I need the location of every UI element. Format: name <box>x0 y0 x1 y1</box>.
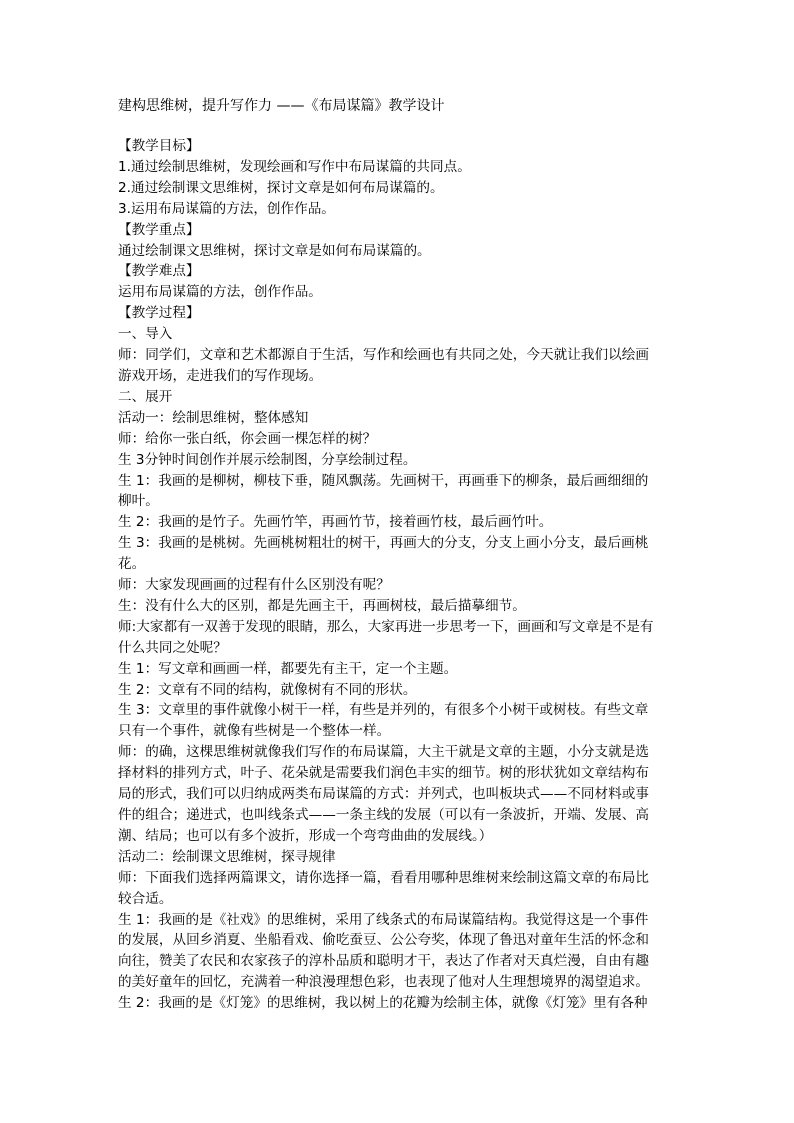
objective-2: 2.通过绘制课文思维树，探讨文章是如何布局谋篇的。 <box>118 179 444 196</box>
paragraph-teacher-explain <box>118 742 678 847</box>
paragraph-student1-willow <box>118 471 678 513</box>
paragraph-line: 潮、结局；也可以有多个波折，形成一个弯弯曲曲的发展线。） <box>118 827 493 844</box>
paragraph-line: 只有一个事件，就像有些树是一个整体一样。 <box>118 723 391 740</box>
paragraph-line: 什么共同之处呢？ <box>118 639 227 656</box>
student-answer: 生：没有什么大的区别，都是先画主干，再画树枝，最后描摹细节。 <box>118 597 526 614</box>
teacher-question-2: 师：大家发现画画的过程有什么区别没有呢？ <box>118 577 390 594</box>
document-page <box>118 96 678 1014</box>
paragraph-student1-shexi <box>118 910 678 994</box>
activity-1-title: 活动一：绘制思维树，整体感知 <box>118 409 309 426</box>
paragraph-teacher-question-3 <box>118 617 678 659</box>
paragraph-line: 择材料的排列方式，叶子、花朵就是需要我们润色丰实的细节。树的形状犹如文章结构布 <box>118 765 649 782</box>
paragraph-line: 师：同学们，文章和艺术都源自于生活，写作和绘画也有共同之处，今天就让我们以绘画 <box>118 347 649 364</box>
student2-bamboo: 生 2：我画的是竹子。先画竹竿，再画竹节，接着画竹枝，最后画竹叶。 <box>118 514 553 531</box>
paragraph-student3-events <box>118 700 678 742</box>
paragraph-line: 生 3：我画的是桃树。先画桃树粗壮的树干，再画大的分支，分支上画小分支，最后画桃 <box>118 535 649 552</box>
paragraph-line: 的美好童年的回忆，充满着一种浪漫理想色彩，也表现了他对人生理想境界的渴望追求。 <box>118 974 649 991</box>
heading-key-points: 【教学重点】 <box>118 221 200 238</box>
difficulty-text: 运用布局谋篇的方法，创作作品。 <box>118 284 322 301</box>
activity-2-title: 活动二：绘制课文思维树，探寻规律 <box>118 848 336 865</box>
paragraph-line: 的发展，从回乡消夏、坐船看戏、偷吃蚕豆、公公夸奖，体现了鲁迅对童年生活的怀念和 <box>118 932 649 949</box>
objective-1: 1.通过绘制思维树，发现绘画和写作中布局谋篇的共同点。 <box>118 158 471 175</box>
paragraph-line: 生 3：文章里的事件就像小树干一样，有些是并列的，有很多个小树干或树枝。有些文章 <box>118 702 649 719</box>
section-part2: 二、展开 <box>118 388 173 405</box>
paragraph-line: 局的形式，我们可以归纳成两类布局谋篇的方式：并列式，也叫板块式——不同材料或事 <box>118 786 649 803</box>
paragraph-line: 花。 <box>118 556 146 573</box>
paragraph-line: 较合适。 <box>118 890 173 907</box>
paragraph-line: 向往，赞美了农民和农家孩子的淳朴品质和聪明才干，表达了作者对天真烂漫，自由有趣 <box>118 953 649 970</box>
paragraph-line: 师：的确，这棵思维树就像我们写作的布局谋篇，大主干就是文章的主题，小分支就是选 <box>118 744 649 761</box>
paragraph-line: 件的组合；递进式，也叫线条式——一条主线的发展（可以有一条波折，开端、发展、高 <box>118 807 649 823</box>
student2-denglong: 生 2：我画的是《灯笼》的思维树，我以树上的花瓣为绘制主体，就像《灯笼》里有各种 <box>118 995 648 1012</box>
heading-objectives: 【教学目标】 <box>118 138 200 154</box>
paragraph-line: 师:大家都有一双善于发现的眼睛，那么，大家再进一步思考一下，画画和写文章是不是有 <box>118 618 654 635</box>
heading-difficulties: 【教学难点】 <box>118 263 200 280</box>
student-3min: 生 3分钟时间创作并展示绘制图，分享绘制过程。 <box>118 451 417 468</box>
paragraph-intro-teacher <box>118 345 678 387</box>
paragraph-student3-peach <box>118 533 678 575</box>
paragraph-line: 柳叶。 <box>118 493 159 510</box>
paragraph-line: 游戏开场，走进我们的写作现场。 <box>118 367 323 384</box>
teacher-question-1: 师：给你一张白纸，你会画一棵怎样的树？ <box>118 430 377 447</box>
objective-3: 3.运用布局谋篇的方法，创作作品。 <box>118 200 335 217</box>
paragraph-line: 生 1：我画的是柳树，柳枝下垂，随风飘荡。先画树干，再画垂下的柳条，最后画细细的 <box>118 472 649 489</box>
student2-structure: 生 2：文章有不同的结构，就像树有不同的形状。 <box>118 681 417 698</box>
paragraph-line: 师：下面我们选择两篇课文，请你选择一篇，看看用哪种思维树来绘制这篇文章的布局比 <box>118 869 649 886</box>
heading-process: 【教学过程】 <box>118 305 200 322</box>
paragraph-line: 生 1：我画的是《社戏》的思维树，采用了线条式的布局谋篇结构。我觉得这是一个事件 <box>118 911 649 928</box>
document-title: 建构思维树，提升写作力 ——《布局谋篇》教学设计 <box>118 98 445 114</box>
section-intro: 一、导入 <box>118 326 173 343</box>
paragraph-teacher-choose <box>118 868 678 910</box>
student1-topic: 生 1：写文章和画画一样，都要先有主干，定一个主题。 <box>118 660 458 677</box>
key-point-text: 通过绘制课文思维树，探讨文章是如何布局谋篇的。 <box>118 242 431 259</box>
